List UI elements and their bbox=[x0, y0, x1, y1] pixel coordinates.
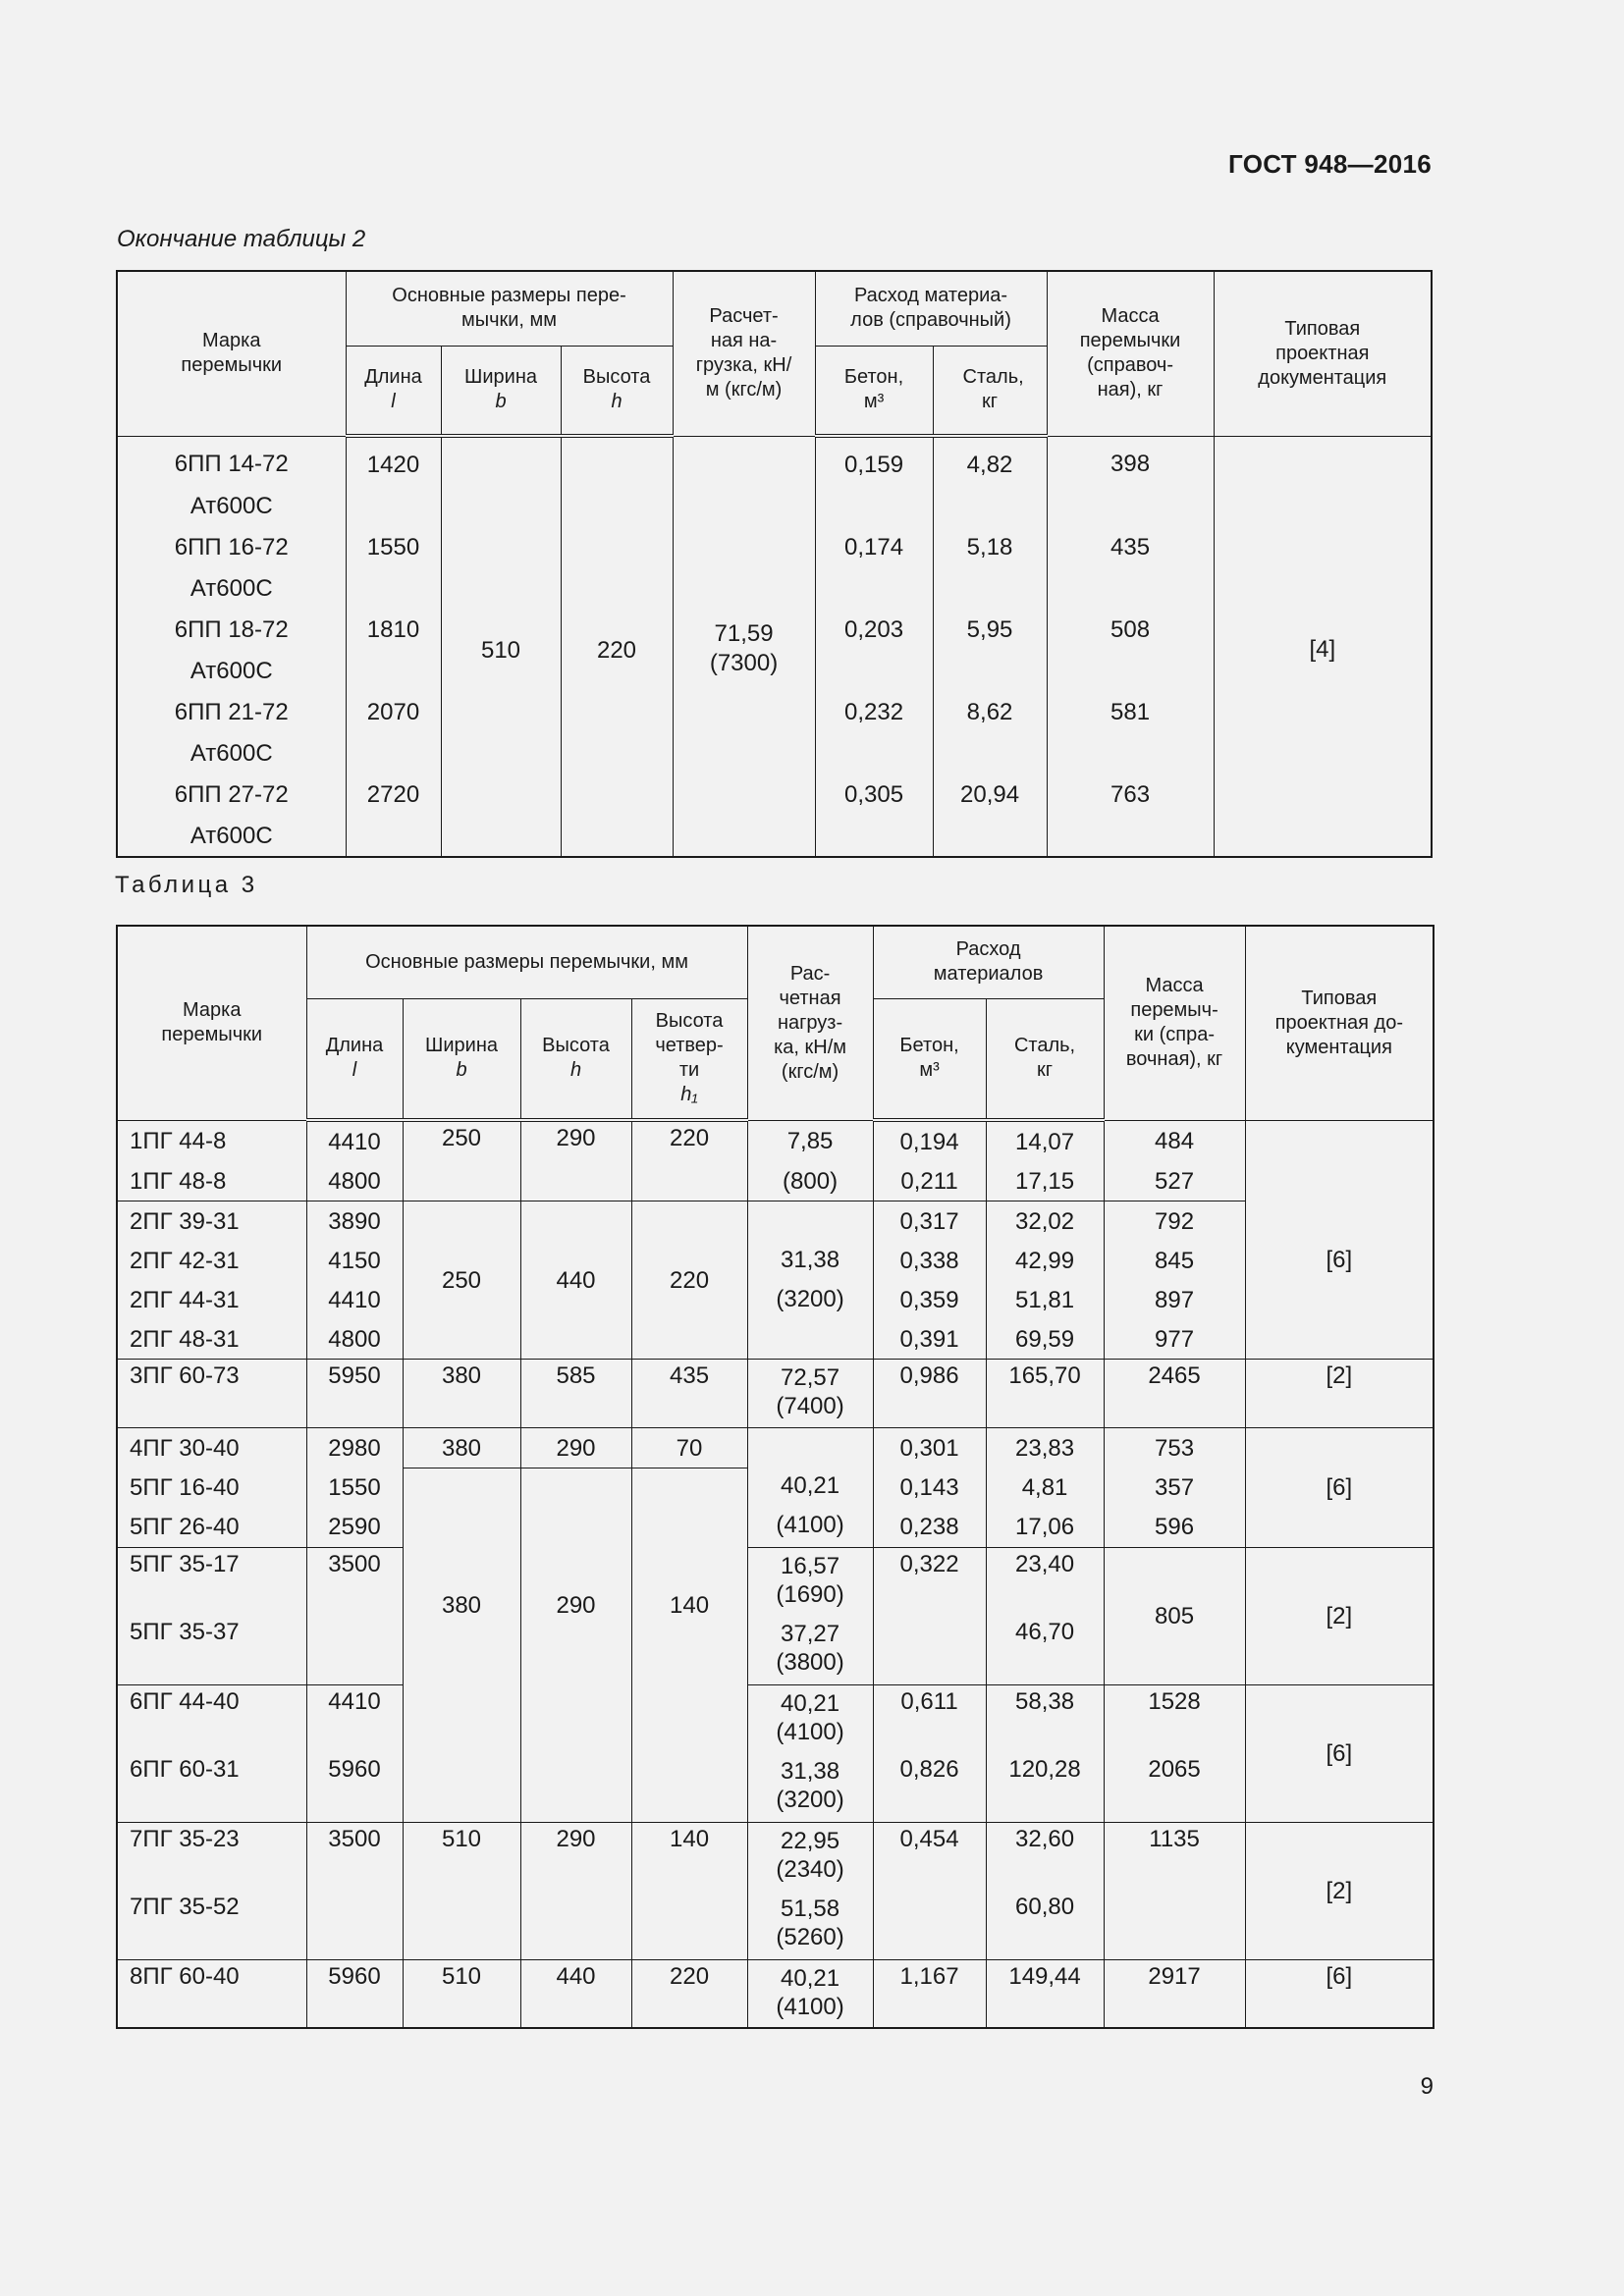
col-header-mark: Марка перемычки bbox=[117, 926, 306, 1120]
cell-steel: 20,94 bbox=[933, 774, 1047, 815]
cell-mass: 2917 bbox=[1104, 1959, 1245, 2028]
cell-steel: 46,70 bbox=[986, 1616, 1104, 1684]
cell-steel: 42,99 bbox=[986, 1241, 1104, 1280]
table-row bbox=[117, 1547, 1434, 1616]
load-value-kgf: (3800) bbox=[776, 1649, 844, 1676]
cell-width: 380 bbox=[403, 1468, 520, 1823]
cell-concrete: 0,338 bbox=[873, 1241, 986, 1280]
load-value: 37,27 bbox=[781, 1621, 840, 1647]
col-header-concrete: Бетон, м³ bbox=[873, 998, 986, 1120]
cell-length: 2720 bbox=[346, 774, 441, 815]
cell-load bbox=[747, 1360, 873, 1428]
height-symbol: h bbox=[569, 1059, 582, 1082]
cell-mark: 1ПГ 48-8 bbox=[117, 1161, 306, 1201]
cell-length: 1550 bbox=[306, 1468, 403, 1508]
col-header-height bbox=[561, 346, 673, 436]
cell-quarter-height: 140 bbox=[631, 1822, 747, 1891]
cell-length: 5960 bbox=[306, 1753, 403, 1822]
table2-caption: Окончание таблицы 2 bbox=[117, 226, 366, 252]
table-row bbox=[117, 1161, 1434, 1201]
document-code: ГОСТ 948—2016 bbox=[1228, 149, 1432, 179]
cell-concrete: 0,611 bbox=[873, 1684, 986, 1753]
table-row bbox=[117, 1753, 1434, 1822]
cell-concrete: 0,143 bbox=[873, 1468, 986, 1508]
cell-mass: 763 bbox=[1047, 774, 1214, 815]
col-header-mark: Марка перемычки bbox=[117, 271, 346, 436]
load-value-kgf: (2340) bbox=[776, 1855, 844, 1883]
cell-steel: 5,18 bbox=[933, 526, 1047, 567]
cell-length: 4800 bbox=[306, 1319, 403, 1360]
cell-length: 5950 bbox=[306, 1360, 403, 1428]
col-header-height-label: Высота bbox=[582, 366, 651, 389]
table-row bbox=[117, 1428, 1434, 1468]
load-value-kgf: (4100) bbox=[776, 1718, 844, 1745]
cell-width: 510 bbox=[403, 1822, 520, 1891]
cell-quarter-height: 220 bbox=[631, 1201, 747, 1360]
table-row bbox=[117, 1684, 1434, 1753]
cell-mark: 6ПГ 44-40 bbox=[117, 1684, 306, 1753]
cell-length: 3500 bbox=[306, 1547, 403, 1616]
load-value: 40,21 bbox=[781, 1472, 840, 1500]
cell-concrete: 0,359 bbox=[873, 1280, 986, 1319]
load-value-kgf: (1690) bbox=[776, 1580, 844, 1608]
quarter-symbol: h₁ bbox=[680, 1084, 698, 1106]
table-row bbox=[117, 1891, 1434, 1959]
col-header-height bbox=[520, 998, 631, 1120]
cell-steel: 58,38 bbox=[986, 1684, 1104, 1753]
cell-mark: 2ПГ 48-31 bbox=[117, 1319, 306, 1360]
load-value: 22,95 bbox=[781, 1827, 840, 1854]
col-header-load: Рас- четная нагруз- ка, кН/м (кгс/м) bbox=[747, 926, 873, 1120]
cell-width: 510 bbox=[403, 1959, 520, 2028]
cell-steel: 4,82 bbox=[933, 436, 1047, 485]
cell-steel: 165,70 bbox=[986, 1360, 1104, 1428]
cell-mark: 6ПП 21-72 bbox=[117, 691, 346, 732]
cell-steel: 149,44 bbox=[986, 1959, 1104, 2028]
col-header-dimensions: Основные размеры пере- мычки, мм bbox=[346, 271, 673, 346]
load-value: 31,38 bbox=[781, 1758, 840, 1785]
cell-mass: 845 bbox=[1104, 1241, 1245, 1280]
cell-length: 2980 bbox=[306, 1428, 403, 1468]
load-value: 71,59 bbox=[714, 620, 774, 648]
cell-mass: 508 bbox=[1047, 609, 1214, 650]
cell-height: 440 bbox=[520, 1959, 631, 2028]
cell-mass: 977 bbox=[1104, 1319, 1245, 1360]
cell-concrete: 0,194 bbox=[873, 1120, 986, 1161]
table-row bbox=[117, 436, 1432, 485]
col-header-concrete: Бетон, м³ bbox=[815, 346, 933, 436]
col-header-length bbox=[306, 998, 403, 1120]
cell-doc: [6] bbox=[1245, 1428, 1434, 1548]
cell-steel: 120,28 bbox=[986, 1753, 1104, 1822]
col-header-mass: Масса перемычки (справоч- ная), кг bbox=[1047, 271, 1214, 436]
table-row bbox=[117, 1822, 1434, 1891]
col-header-length bbox=[346, 346, 441, 436]
cell-mark: 7ПГ 35-52 bbox=[117, 1891, 306, 1959]
cell-mass: 357 bbox=[1104, 1468, 1245, 1508]
load-value: 72,57 bbox=[781, 1364, 840, 1391]
col-header-width bbox=[441, 346, 561, 436]
cell-load bbox=[747, 1684, 873, 1753]
cell-mark: Ат600С bbox=[117, 485, 346, 526]
cell-mass: 581 bbox=[1047, 691, 1214, 732]
load-value-kgf: (4100) bbox=[776, 1993, 844, 2020]
cell-load bbox=[747, 1959, 873, 2028]
cell-width: 250 bbox=[403, 1201, 520, 1360]
cell-quarter-height: 70 bbox=[631, 1428, 747, 1468]
col-header-width bbox=[403, 998, 520, 1120]
cell-load bbox=[747, 1428, 873, 1548]
cell-length: 4410 bbox=[306, 1684, 403, 1753]
load-value-kgf: (3200) bbox=[776, 1787, 844, 1813]
cell-length: 1550 bbox=[346, 526, 441, 567]
col-header-length-label: Длина bbox=[325, 1035, 384, 1057]
cell-load bbox=[673, 436, 815, 857]
cell-mark: 7ПГ 35-23 bbox=[117, 1822, 306, 1891]
col-header-dimensions: Основные размеры перемычки, мм bbox=[306, 926, 747, 998]
cell-mark: 1ПГ 44-8 bbox=[117, 1120, 306, 1161]
cell-steel: 69,59 bbox=[986, 1319, 1104, 1360]
cell-length: 1420 bbox=[346, 436, 441, 485]
height-symbol: h bbox=[611, 391, 623, 413]
col-header-quarter-height bbox=[631, 998, 747, 1120]
cell-concrete: 0,301 bbox=[873, 1428, 986, 1468]
cell-mark: 6ПП 18-72 bbox=[117, 609, 346, 650]
cell-mass: 792 bbox=[1104, 1201, 1245, 1242]
cell-mark: 6ПП 14-72 bbox=[117, 436, 346, 485]
cell-concrete: 0,454 bbox=[873, 1822, 986, 1891]
cell-concrete: 0,232 bbox=[815, 691, 933, 732]
cell-length: 4410 bbox=[306, 1120, 403, 1161]
cell-concrete: 0,322 bbox=[873, 1547, 986, 1616]
col-header-steel: Сталь, кг bbox=[986, 998, 1104, 1120]
page-number: 9 bbox=[1420, 2073, 1434, 2100]
col-header-width-label: Ширина bbox=[425, 1035, 498, 1057]
cell-steel: 17,15 bbox=[986, 1161, 1104, 1201]
cell-mark: 2ПГ 42-31 bbox=[117, 1241, 306, 1280]
cell-mark: 5ПГ 35-37 bbox=[117, 1616, 306, 1684]
cell-length: 4800 bbox=[306, 1161, 403, 1201]
cell-length: 2590 bbox=[306, 1508, 403, 1548]
cell-mass: 897 bbox=[1104, 1280, 1245, 1319]
cell-concrete: 1,167 bbox=[873, 1959, 986, 2028]
cell-load bbox=[747, 1822, 873, 1891]
cell-mark: 2ПГ 39-31 bbox=[117, 1201, 306, 1242]
cell-length: 5960 bbox=[306, 1959, 403, 2028]
cell-steel: 8,62 bbox=[933, 691, 1047, 732]
cell-steel: 32,60 bbox=[986, 1822, 1104, 1891]
cell-mass: 753 bbox=[1104, 1428, 1245, 1468]
cell-width: 510 bbox=[441, 436, 561, 857]
cell-mark: Ат600С bbox=[117, 732, 346, 774]
cell-mass: 2465 bbox=[1104, 1360, 1245, 1428]
cell-quarter-height: 220 bbox=[631, 1959, 747, 2028]
cell-concrete: 0,826 bbox=[873, 1753, 986, 1822]
load-value-kgf: (7400) bbox=[776, 1393, 844, 1419]
cell-load: 7,85 bbox=[747, 1120, 873, 1161]
col-header-mass: Масса перемыч- ки (спра- вочная), кг bbox=[1104, 926, 1245, 1120]
cell-mark: 6ПГ 60-31 bbox=[117, 1753, 306, 1822]
cell-doc: [2] bbox=[1245, 1822, 1434, 1959]
load-value-kgf: (7300) bbox=[709, 650, 779, 677]
cell-height: 290 bbox=[520, 1120, 631, 1201]
cell-mass: 398 bbox=[1047, 436, 1214, 485]
cell-length: 4150 bbox=[306, 1241, 403, 1280]
cell-load bbox=[747, 1753, 873, 1822]
cell-mass: 435 bbox=[1047, 526, 1214, 567]
cell-steel: 23,83 bbox=[986, 1428, 1104, 1468]
cell-concrete: 0,317 bbox=[873, 1201, 986, 1242]
cell-height: 585 bbox=[520, 1360, 631, 1428]
col-header-doc: Типовая проектная документация bbox=[1214, 271, 1432, 436]
cell-load bbox=[747, 1891, 873, 1959]
table3-caption: Таблица 3 bbox=[115, 872, 258, 898]
load-value-kgf: (5260) bbox=[776, 1924, 844, 1950]
cell-load: (800) bbox=[747, 1161, 873, 1201]
cell-mark: 3ПГ 60-73 bbox=[117, 1360, 306, 1428]
cell-mark: 5ПГ 35-17 bbox=[117, 1547, 306, 1616]
cell-mark: 8ПГ 60-40 bbox=[117, 1959, 306, 2028]
cell-concrete: 0,391 bbox=[873, 1319, 986, 1360]
col-header-materials: Расход материа- лов (справочный) bbox=[815, 271, 1047, 346]
col-header-quarter-label: Высота четвер- ти bbox=[655, 1010, 724, 1082]
cell-length: 1810 bbox=[346, 609, 441, 650]
cell-load bbox=[747, 1201, 873, 1360]
table-row bbox=[117, 1959, 1434, 2028]
cell-concrete: 0,238 bbox=[873, 1508, 986, 1548]
cell-concrete: 0,174 bbox=[815, 526, 933, 567]
cell-doc: [6] bbox=[1245, 1959, 1434, 2028]
load-value-kgf: (4100) bbox=[776, 1512, 844, 1539]
cell-mass: 596 bbox=[1104, 1508, 1245, 1548]
width-symbol: b bbox=[495, 391, 507, 413]
cell-height: 290 bbox=[520, 1468, 631, 1823]
cell-steel: 60,80 bbox=[986, 1891, 1104, 1959]
cell-quarter-height: 435 bbox=[631, 1360, 747, 1428]
length-symbol: l bbox=[352, 1059, 357, 1082]
table-row bbox=[117, 1201, 1434, 1242]
col-header-load: Расчет- ная на- грузка, кН/м (кгс/м) bbox=[673, 271, 815, 436]
cell-load bbox=[747, 1616, 873, 1684]
cell-concrete: 0,203 bbox=[815, 609, 933, 650]
cell-mass: 805 bbox=[1104, 1547, 1245, 1684]
cell-concrete: 0,986 bbox=[873, 1360, 986, 1428]
cell-height: 290 bbox=[520, 1428, 631, 1468]
cell-mark: 6ПП 27-72 bbox=[117, 774, 346, 815]
table-row bbox=[117, 1360, 1434, 1428]
cell-doc: [6] bbox=[1245, 1684, 1434, 1822]
cell-quarter-height: 220 bbox=[631, 1120, 747, 1201]
col-header-steel: Сталь, кг bbox=[933, 346, 1047, 436]
cell-mark: 4ПГ 30-40 bbox=[117, 1428, 306, 1468]
load-value: 40,21 bbox=[781, 1689, 840, 1717]
cell-doc: [2] bbox=[1245, 1547, 1434, 1684]
cell-concrete: 0,305 bbox=[815, 774, 933, 815]
load-value: 40,21 bbox=[781, 1964, 840, 1992]
load-value: 31,38 bbox=[781, 1247, 840, 1273]
cell-steel: 32,02 bbox=[986, 1201, 1104, 1242]
cell-steel: 5,95 bbox=[933, 609, 1047, 650]
col-header-length-label: Длина bbox=[364, 366, 422, 389]
cell-length: 3500 bbox=[306, 1822, 403, 1891]
col-header-height-label: Высота bbox=[542, 1035, 610, 1057]
cell-width: 380 bbox=[403, 1428, 520, 1468]
cell-mark: 2ПГ 44-31 bbox=[117, 1280, 306, 1319]
cell-width: 250 bbox=[403, 1120, 520, 1201]
cell-steel: 51,81 bbox=[986, 1280, 1104, 1319]
cell-steel: 4,81 bbox=[986, 1468, 1104, 1508]
cell-concrete: 0,159 bbox=[815, 436, 933, 485]
cell-length: 3890 bbox=[306, 1201, 403, 1242]
cell-mark: Ат600С bbox=[117, 567, 346, 609]
cell-steel: 14,07 bbox=[986, 1120, 1104, 1161]
cell-mass: 2065 bbox=[1104, 1753, 1245, 1822]
cell-doc: [6] bbox=[1245, 1161, 1434, 1360]
col-header-materials: Расход материалов bbox=[873, 926, 1104, 998]
cell-concrete: 0,211 bbox=[873, 1161, 986, 1201]
cell-steel: 23,40 bbox=[986, 1547, 1104, 1616]
cell-mark: 5ПГ 26-40 bbox=[117, 1508, 306, 1548]
cell-mark: 5ПГ 16-40 bbox=[117, 1468, 306, 1508]
cell-mark: 6ПП 16-72 bbox=[117, 526, 346, 567]
cell-doc: [2] bbox=[1245, 1360, 1434, 1428]
table-row bbox=[117, 1120, 1434, 1161]
width-symbol: b bbox=[456, 1059, 467, 1082]
table-3 bbox=[116, 925, 1435, 2029]
cell-doc: [4] bbox=[1214, 436, 1432, 857]
load-value-kgf: (3200) bbox=[776, 1286, 844, 1312]
cell-height: 290 bbox=[520, 1822, 631, 1891]
cell-load bbox=[747, 1547, 873, 1616]
cell-height: 220 bbox=[561, 436, 673, 857]
load-value: 16,57 bbox=[781, 1552, 840, 1579]
cell-length: 2070 bbox=[346, 691, 441, 732]
cell-mass: 1135 bbox=[1104, 1822, 1245, 1891]
cell-width: 380 bbox=[403, 1360, 520, 1428]
cell-mass: 1528 bbox=[1104, 1684, 1245, 1753]
cell-length: 4410 bbox=[306, 1280, 403, 1319]
cell-mass: 527 bbox=[1104, 1161, 1245, 1201]
length-symbol: l bbox=[391, 391, 396, 413]
col-header-doc: Типовая проектная до- кументация bbox=[1245, 926, 1434, 1120]
table-2 bbox=[116, 270, 1433, 858]
cell-mass: 484 bbox=[1104, 1120, 1245, 1161]
cell-mark: Ат600С bbox=[117, 650, 346, 691]
col-header-width-label: Ширина bbox=[464, 366, 537, 389]
cell-steel: 17,06 bbox=[986, 1508, 1104, 1548]
cell-quarter-height: 140 bbox=[631, 1468, 747, 1823]
cell-mark: Ат600С bbox=[117, 815, 346, 857]
cell-height: 440 bbox=[520, 1201, 631, 1360]
load-value: 51,58 bbox=[781, 1896, 840, 1922]
